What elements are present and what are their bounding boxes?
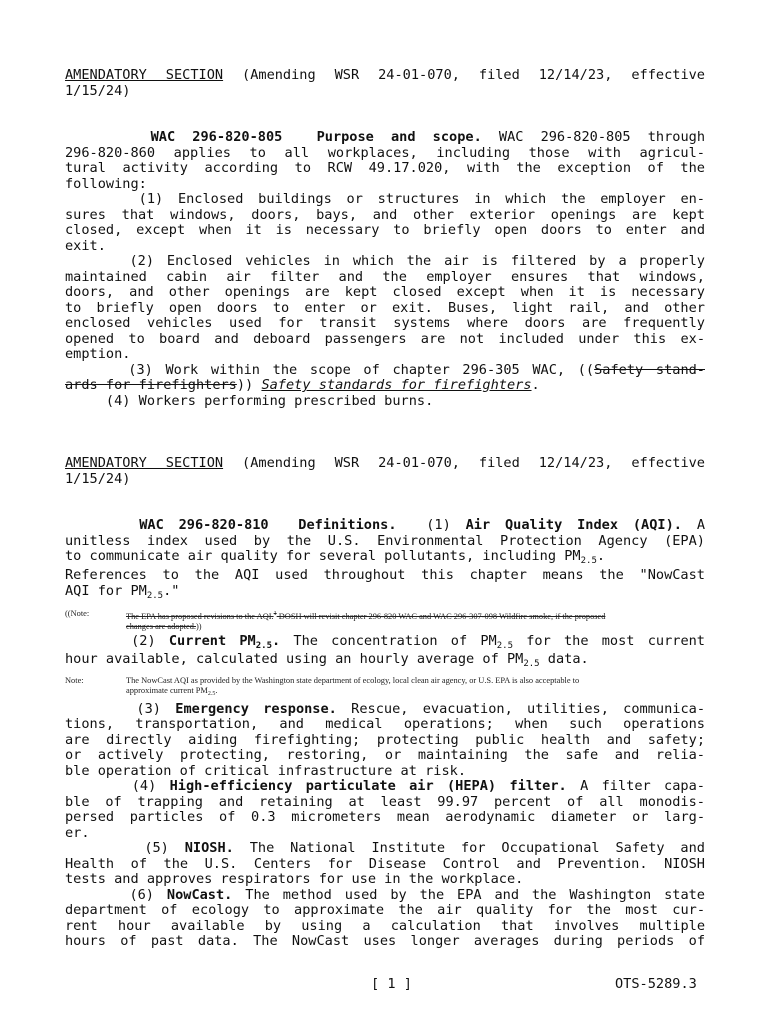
text-line: AQI for $PM_{2.5}$."	[65, 583, 180, 601]
text-line: following:	[65, 176, 147, 192]
text-line: emption.	[65, 346, 131, 362]
section-header-cont: 1/15/24)	[65, 83, 131, 99]
section-header: AMENDATORY SECTION (Amending WSR 24-01-070, filed 12/14/23, effective	[65, 455, 705, 471]
text-line: ble operation of critical infrastructure at risk.	[65, 763, 467, 779]
definition-term: High-efficiency particulate air (HEPA) filter.	[169, 778, 567, 794]
amendatory-label: AMENDATORY SECTION	[65, 455, 224, 471]
text-line: ble of trapping and retaining at least 99.97 percent of all monodis-	[65, 794, 705, 810]
definition-term: Current $PM_{2.5}$.	[168, 633, 281, 651]
section-title-line: WAC 296-820-805 Purpose and scope. WAC 296-820-805 through	[150, 129, 706, 145]
definition-term: Air Quality Index (AQI).	[465, 517, 682, 533]
text-line: opened to board and deboard passengers are not included under this ex-	[65, 331, 705, 347]
text-line: tural activity according to RCW 49.17.020, with the exception of the	[65, 160, 705, 176]
text-line: (5) NIOSH. The National Institute for Occupational Safety and	[65, 840, 705, 856]
text-line: (2) Current $PM_{2.5}$. The concentration of $PM_{2.5}$ for the most current	[65, 633, 705, 651]
text-line: exit.	[65, 238, 106, 254]
text-line: (3) Work within the scope of chapter 296-305 WAC, ((Safety stand-	[65, 362, 705, 378]
text-line: Health of the U.S. Centers for Disease Control and Prevention. NIOSH	[65, 856, 705, 872]
text-line: tions, transportation, and medical operations; when such operations	[65, 716, 705, 732]
text-line: ards for firefighters)) Safety standards for firefighters.	[65, 377, 540, 393]
text-line: department of ecology to approximate the air quality for the most cur-	[65, 902, 705, 918]
text-line: hour available, calculated using an hourly average of $PM_{2.5}$ data.	[65, 651, 589, 669]
text-line: (2) Enclosed vehicles in which the air is filtered by a properly	[65, 253, 705, 269]
section-title-line: WAC 296-820-810 Definitions. (1) Air Quality Index (AQI). A	[139, 517, 706, 533]
definition-term: NIOSH.	[184, 840, 234, 856]
text-line: (3) Emergency response. Rescue, evacuation, utilities, communica-	[65, 701, 706, 717]
deleted-text: ards for firefighters	[65, 377, 237, 393]
definition-term: NowCast.	[166, 887, 233, 903]
text-line: 296-820-860 applies to all workplaces, including those with agricul-	[65, 145, 705, 161]
text-line: are directly aiding firefighting; protecting public health and safety;	[65, 732, 705, 748]
amendatory-label: AMENDATORY SECTION	[65, 67, 224, 83]
text-line: tests and approves respirators for use in the workplace.	[65, 871, 524, 887]
text-line: (1) Enclosed buildings or structures in which the employer en-	[65, 191, 705, 207]
page-number: [ 1 ]	[371, 976, 412, 992]
text-line: unitless index used by the U.S. Environmental Protection Agency (EPA)	[65, 533, 705, 549]
text-line: (6) NowCast. The method used by the EPA and the Washington state	[65, 887, 705, 903]
section-title: WAC 296-820-810 Definitions.	[139, 517, 397, 533]
text-line: closed, except when it is necessary to briefly open doors to enter and	[65, 222, 705, 238]
deleted-text: Safety stand-	[594, 362, 705, 378]
text-line: enclosed vehicles used for transit systems where doors are frequently	[65, 315, 705, 331]
inserted-text: Safety standards for firefighters	[261, 377, 532, 393]
text-line: hours of past data. The NowCast uses longer averages during periods of	[65, 933, 705, 949]
text-line: (4) High-efficiency particulate air (HEPA) filter. A filter capa-	[65, 778, 705, 794]
text-line: References to the AQI used throughout this chapter means the "NowCast	[65, 567, 705, 583]
text-line: (4) Workers performing prescribed burns.	[65, 393, 434, 409]
text-line: or actively protecting, restoring, or maintaining the safe and relia-	[65, 747, 705, 763]
text-line: doors, and other openings are kept closed except when it is necessary	[65, 284, 705, 300]
text-line: to communicate air quality for several pollutants, including $PM_{2.5}$.	[65, 548, 606, 566]
note: Note: The NowCast AQI as provided by the Washington state department of ecology, local clean air agency, or U.S. EPA is also acceptable to approximate current $PM_{2.5}$.	[65, 676, 580, 697]
document-code: OTS-5289.3	[615, 976, 697, 992]
text-line: sures that windows, doors, bays, and other exterior openings are kept	[65, 207, 705, 223]
text-line: er.	[65, 825, 90, 841]
text-line: rent hour available by using a calculation that involves multiple	[65, 918, 705, 934]
text-line: persed particles of 0.3 micrometers mean aerodynamic diameter or larg-	[65, 809, 705, 825]
deleted-note: ((Note: The EPA has proposed revisions to the AQI.$^1$ DOSH will revisit chapter 296-820 WAC and WAC 296-307-098 Wildfire smoke, if the proposed changes are adopted.))	[65, 609, 606, 631]
section-header: AMENDATORY SECTION (Amending WSR 24-01-070, filed 12/14/23, effective	[65, 67, 705, 83]
text-line: maintained cabin air filter and the employer ensures that windows,	[65, 269, 705, 285]
definition-term: Emergency response.	[175, 701, 337, 717]
text-line: to briefly open doors to enter or exit. Buses, light rail, and other	[65, 300, 705, 316]
section-header-cont: 1/15/24)	[65, 471, 131, 487]
section-title: WAC 296-820-805 Purpose and scope.	[150, 129, 482, 145]
